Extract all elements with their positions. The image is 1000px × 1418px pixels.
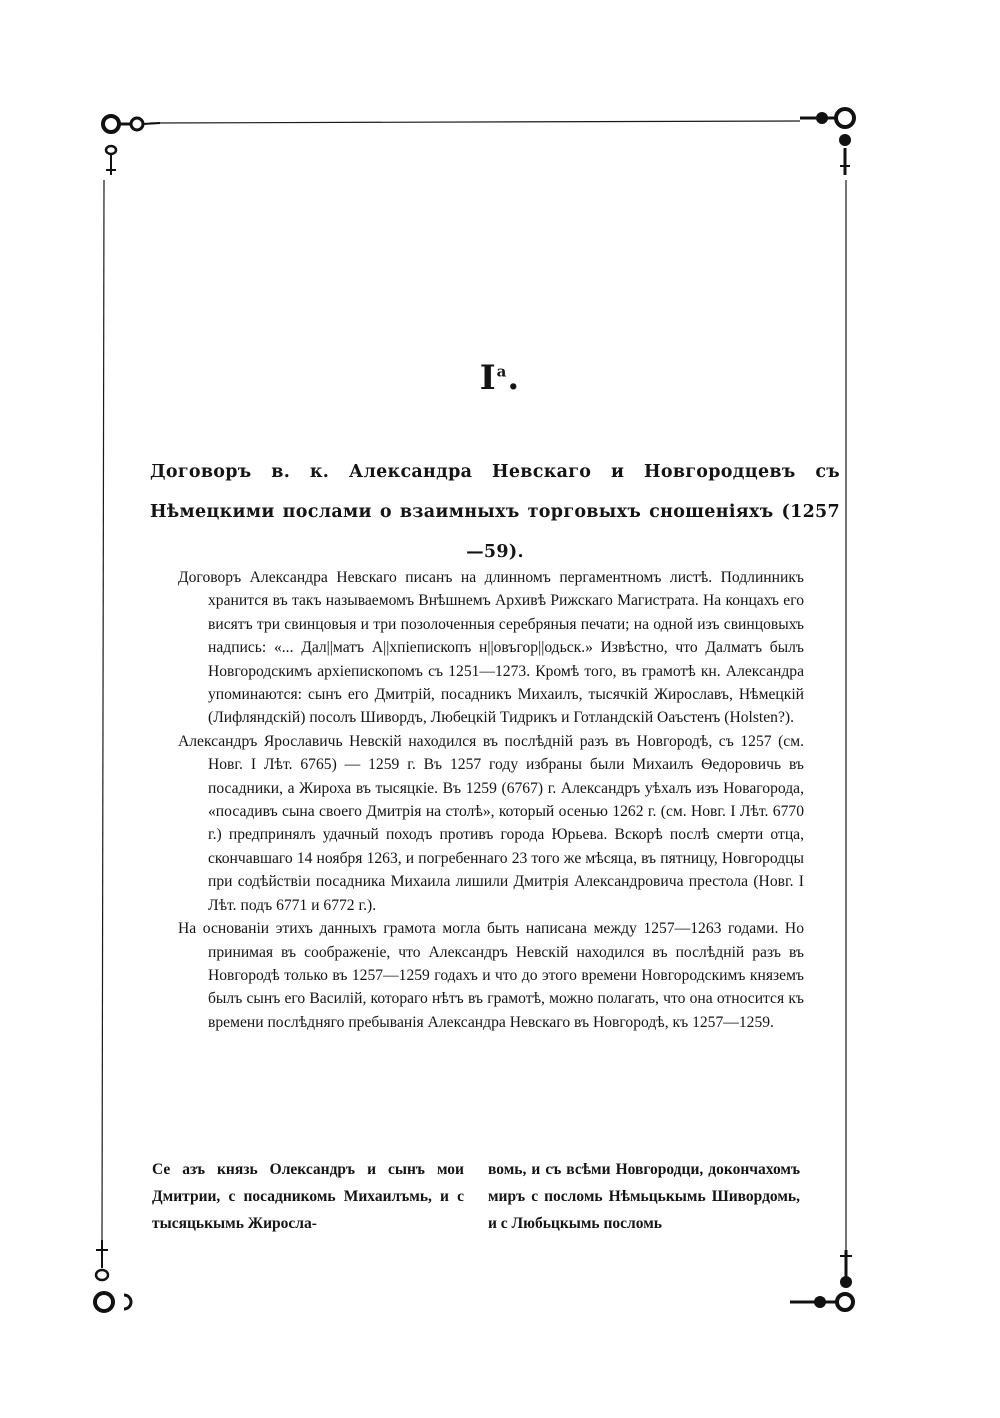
intro-paragraph-1: Договоръ Александра Невскаго писанъ на длинномъ пергаментномъ листѣ. Подлинникъ хранится въ такъ называемомъ Внѣшнемъ Архивѣ Рижскаго Магистрата. На концахъ его висятъ три свинцовыя и три позолоченныя серебряныя печати; на одной изъ свинцовыхъ надпись: «... Дал||матъ А||хпiепископъ н||овъгор||одьск.» Извѣстно, что Далматъ былъ Новгородскимъ архiепископомъ съ 1251—1273. Кромѣ того, въ грамотѣ кн. Александра упоминаются: сынъ его Дмитрiй, посадникъ Михаилъ, тысячкiй Жирославъ, Нѣмецкiй (Лифляндскiй) посолъ Шивордъ, Любецкiй Тидрикъ и Готландскiй Оаъстенъ (Holsten?). — [178, 569, 804, 727]
introduction — [178, 566, 804, 1034]
heading-period: . — [507, 358, 521, 398]
section-heading — [0, 358, 1000, 398]
document-title: Договоръ в. к. Александра Невскаго и Новгородцевъ съ Нѣмецкими послами о взаимныхъ торговыхъ сношеніяхъ (1257—59). — [150, 462, 840, 562]
heading-letter: I — [479, 358, 497, 398]
heading-superscript: а — [496, 362, 508, 381]
treaty-column-left: Се азъ князь Олександръ и сынъ мои Дмитрии, с посадникомь Михаилъмь, и с тысяцькымь Жиросла- — [152, 1161, 464, 1232]
intro-paragraph-3: На основанiи этихъ данныхъ грамота могла быть написана между 1257—1263 годами. Но принимая въ соображенiе, что Александръ Невскiй находился въ послѣднiй разъ въ Новгородѣ только въ 1257—1259 годахъ и что до этого времени Новгородскимъ княземъ былъ сынъ его Василiй, котораго нѣтъ въ грамотѣ, можно полагать, что она относится къ времени послѣдняго пребыванiя Александра Невскаго въ Новгородѣ, къ 1257—1259. — [178, 920, 804, 1031]
treaty-column-right: вомь, и съ всѣми Новгородци, докончахомъ миръ с посломь Нѣмьцькымь Шивордомь, и с Любьцкымь посломь — [488, 1161, 800, 1232]
treaty-text-columns — [152, 1156, 800, 1237]
intro-paragraph-2: Александръ Ярославичь Невскiй находился въ послѣднiй разъ въ Новгородѣ, съ 1257 (см. Новг. I Лѣт. 6765) — 1259 г. Въ 1257 году избраны были Михаилъ Ѳедоровичь въ посадники, а Жироха въ тысяцкiе. Въ 1259 (6767) г. Александръ уѣхалъ изъ Новагорода, «посадивъ сына своего Дмитрiя на столѣ», который осенью 1262 г. (см. Новг. I Лѣт. 6770 г.) предпринялъ удачный походъ противъ города Юрьева. Вскорѣ послѣ смерти отца, скончавшаго 14 ноября 1263, и погребеннаго 23 того же мѣсяца, въ пятницу, Новгородцы при содѣйствiи посадника Михаила лишили Дмитрiя Александровича престола (Новг. I Лѣт. подъ 6771 и 6772 г.). — [178, 732, 804, 914]
